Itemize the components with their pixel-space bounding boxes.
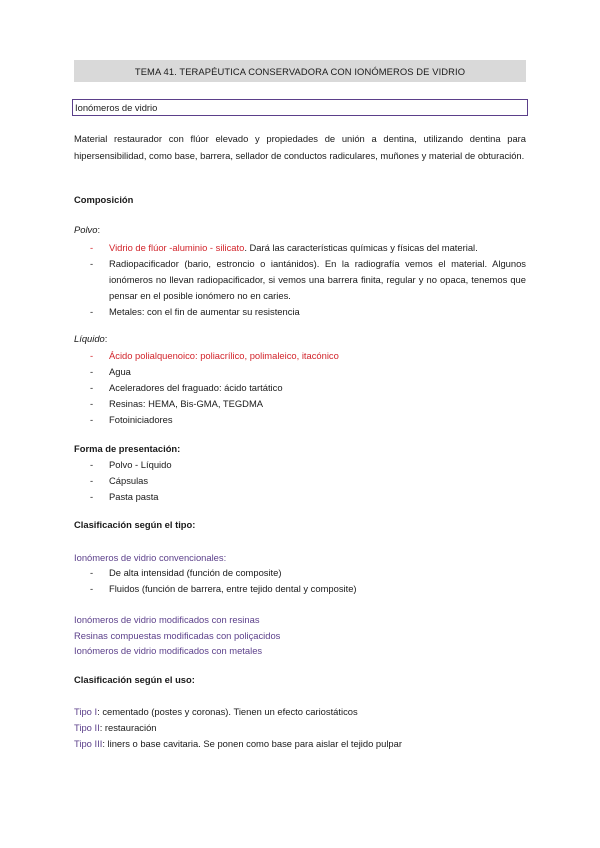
clasificacion-uso-heading: Clasificación según el uso:: [74, 674, 195, 685]
list-item: - Metales: con el fin de aumentar su resistencia: [90, 306, 300, 317]
tipo-modificados-metales: Ionómeros de vidrio modificados con metales: [74, 645, 263, 656]
list-item: - Agua: [90, 366, 131, 377]
presentacion-list: [90, 457, 526, 505]
list-item: - Aceleradores del fraguado: ácido tartático: [90, 382, 283, 393]
title-text: TEMA 41. TERAPÉUTICA CONSERVADORA CON IONÓMEROS DE VIDRIO: [134, 65, 466, 77]
clasificacion-tipo-heading: Clasificación según el tipo:: [74, 519, 196, 530]
polvo-label: Polvo:: [74, 224, 101, 235]
liquido-list: [90, 348, 526, 428]
uso-tipo-iii: Tipo III: liners o base cavitaria. Se ponen como base para aislar el tejido pulpar: [74, 738, 402, 749]
list-item: - Pasta pasta: [90, 491, 159, 502]
list-item: - Polvo - Líquido: [90, 459, 172, 470]
list-item: - De alta intensidad (función de composite): [90, 567, 282, 578]
liquido-label: Líquido:: [74, 333, 108, 344]
convencionales-label: Ionómeros de vidrio convencionales:: [74, 552, 227, 563]
list-item: - Fluidos (función de barrera, entre tejido dental y composite): [90, 583, 357, 594]
list-item: - Resinas: HEMA, Bis-GMA, TEGDMA: [90, 398, 264, 409]
list-item: - Radiopacificador (bario, estroncio o iantánidos). En la radiografía vemos el material. Algunos ionómeros no llevan radiopacificador, si vemos una barrera finita, regular y no opaca, tenemos que pensar en el posible ionómero no en caries.: [90, 258, 526, 301]
list-item: - Cápsulas: [90, 475, 149, 486]
tipo-resinas-compuestas: Resinas compuestas modificadas con poliçacidos: [74, 630, 281, 641]
presentacion-heading: Forma de presentación:: [74, 443, 181, 454]
composicion-heading: Composición: [74, 194, 134, 205]
uso-tipo-i: Tipo I: cementado (postes y coronas). Tienen un efecto cariostáticos: [74, 706, 358, 717]
convencionales-list: [90, 565, 526, 597]
list-item: - Ácido polialquenoico: poliacrílico, polimaleico, itacónico: [90, 350, 339, 361]
document-title: [74, 60, 526, 82]
section-label-box: [72, 99, 528, 116]
polvo-list: [90, 240, 526, 320]
tipo-modificados-resinas: Ionómeros de vidrio modificados con resinas: [74, 614, 260, 625]
list-item: - Vidrio de flúor -aluminio - silicato. Dará las características químicas y físicas del material.: [90, 242, 478, 253]
section-label: Ionómeros de vidrio: [75, 102, 158, 113]
list-item: - Fotoiniciadores: [90, 414, 173, 425]
uso-tipo-ii: Tipo II: restauración: [74, 722, 157, 733]
intro-paragraph: Material restaurador con flúor elevado y propiedades de unión a dentina, utilizando dentina para hipersensibilidad, como base, barrera, sellador de conductos radiculares, muñones y material de obturación.: [74, 133, 526, 161]
